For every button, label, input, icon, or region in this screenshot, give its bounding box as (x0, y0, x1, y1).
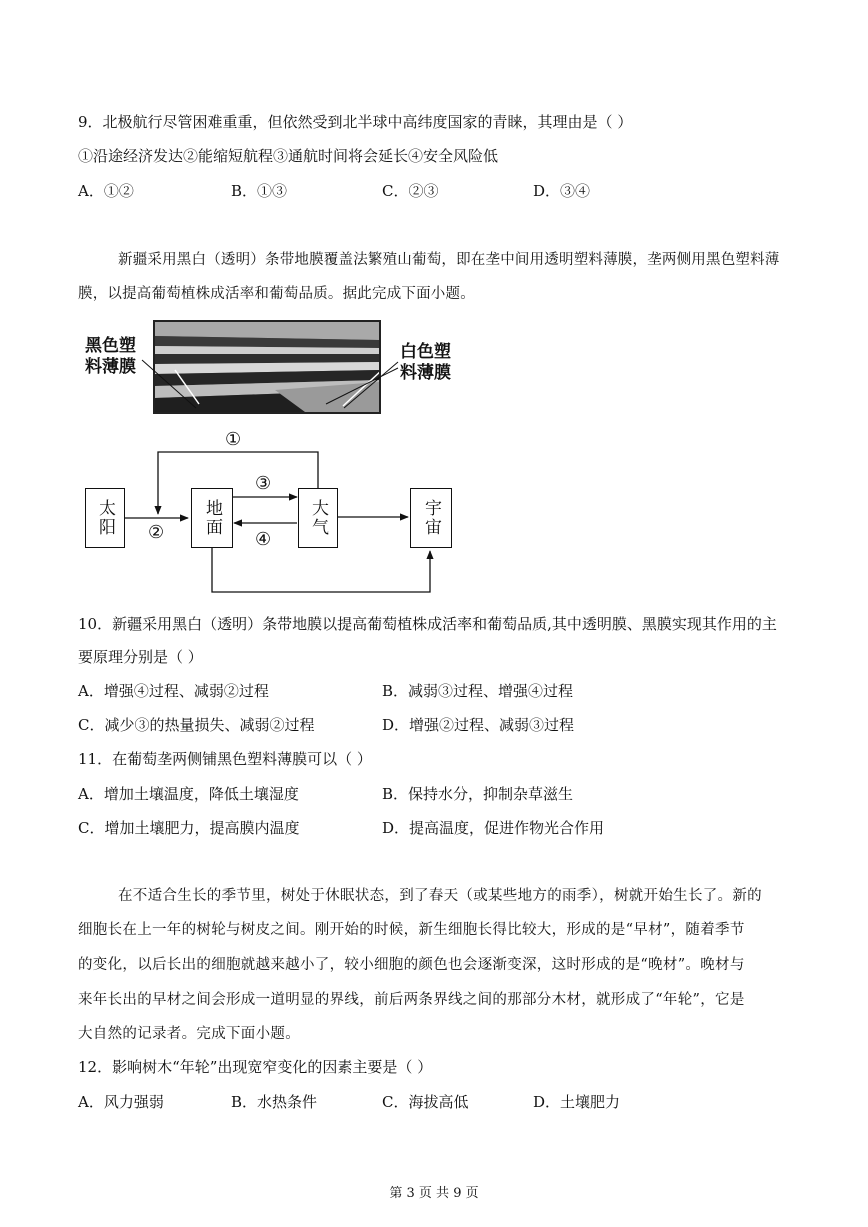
q12-option-c: C．海拔高低 (382, 1093, 469, 1111)
box-atmosphere: 大气 (298, 488, 338, 548)
q11-option-c: C．增加土壤肥力，提高膜内温度 (78, 819, 300, 837)
q11-option-d: D．提高温度，促进作物光合作用 (382, 819, 605, 837)
process-3-label: ③ (255, 473, 272, 494)
box-universe: 宇宙 (410, 488, 452, 548)
q10-option-c: C．减少③的热量损失、减弱②过程 (78, 716, 315, 734)
intro-1-line-2: 膜，以提高葡萄植株成活率和葡萄品质。据此完成下面小题。 (78, 286, 475, 302)
q11-option-a: A．增加土壤温度，降低土壤湿度 (78, 785, 299, 803)
intro-2-line-1: 在不适合生长的季节里，树处于休眠状态，到了春天（或某些地方的雨季），树就开始生长了。新的 (118, 888, 762, 904)
page-footer: 第 3 页 共 9 页 (389, 1186, 479, 1201)
q9-option-b: B．①③ (231, 182, 288, 200)
intro-2-line-4: 来年长出的早材之间会形成一道明显的界线，前后两条界线之间的那部分木材，就形成了“年轮”，它是 (78, 992, 745, 1008)
question-10-stem-line-2: 要原理分别是（ ） (78, 648, 203, 666)
q12-option-b: B．水热条件 (231, 1093, 318, 1111)
box-ground: 地面 (191, 488, 233, 548)
q9-option-d: D．③④ (533, 182, 591, 200)
label-white-film-line-2: 料薄膜 (400, 363, 451, 383)
intro-2-line-5: 大自然的记录者。完成下面小题。 (78, 1026, 300, 1042)
q9-option-a: A．①② (78, 182, 134, 200)
q12-option-a: A．风力强弱 (78, 1093, 164, 1111)
question-9-stem: 9．北极航行尽管困难重重，但依然受到北半球中高纬度国家的青睐，其理由是（ ） (78, 113, 633, 131)
q10-option-a: A．增强④过程、减弱②过程 (78, 682, 269, 700)
process-4-label: ④ (255, 529, 272, 550)
q11-option-b: B．保持水分，抑制杂草滋生 (382, 785, 574, 803)
intro-2-line-2: 细胞长在上一年的树轮与树皮之间。刚开始的时候，新生细胞长得比较大，形成的是“早材”，随着季节 (78, 922, 745, 938)
process-2-label: ② (148, 522, 165, 543)
q12-option-d: D．土壤肥力 (533, 1093, 621, 1111)
box-sun: 太阳 (85, 488, 125, 548)
label-white-film-line-1: 白色塑 (400, 342, 451, 362)
label-black-film-line-2: 料薄膜 (85, 357, 136, 377)
question-11-stem: 11．在葡萄垄两侧铺黑色塑料薄膜可以（ ） (78, 750, 372, 768)
question-12-stem: 12．影响树木“年轮”出现宽窄变化的因素主要是（ ） (78, 1058, 433, 1076)
label-black-film-line-1: 黑色塑 (85, 336, 136, 356)
intro-1-line-1: 新疆采用黑白（透明）条带地膜覆盖法繁殖山葡萄，即在垄中间用透明塑料薄膜，垄两侧用黑色塑料薄 (118, 252, 780, 268)
process-1-label: ① (225, 429, 242, 450)
question-9-statements: ①沿途经济发达②能缩短航程③通航时间将会延长④安全风险低 (78, 147, 499, 165)
q10-option-d: D．增强②过程、减弱③过程 (382, 716, 575, 734)
intro-2-line-3: 的变化，以后长出的细胞就越来越小了，较小细胞的颜色也会逐渐变深，这时形成的是“晚材”。晚材与 (78, 957, 745, 973)
question-10-stem-line-1: 10．新疆采用黑白（透明）条带地膜以提高葡萄植株成活率和葡萄品质,其中透明膜、黑膜实现其作用的主 (78, 615, 777, 633)
q9-option-c: C．②③ (382, 182, 439, 200)
q10-option-b: B．减弱③过程、增强④过程 (382, 682, 574, 700)
